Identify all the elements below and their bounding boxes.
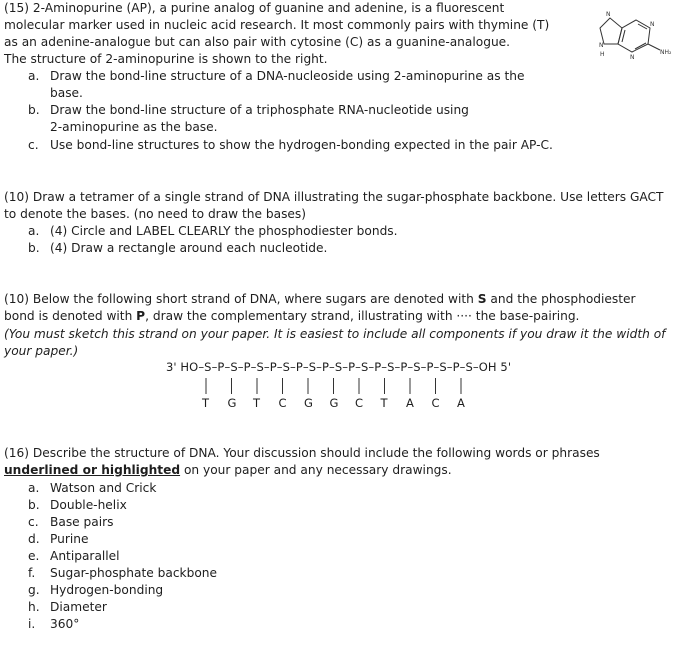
q1-line-3: as an adenine-analogue but can also pair with cytosine (C) as a guanine-analogue.	[4, 35, 511, 49]
q4-line-2	[4, 462, 452, 478]
base-letter: T	[253, 396, 261, 410]
item-text: Use bond-line structures to show the hydrogen-bonding expected in the pair AP-C.	[50, 138, 553, 152]
amino-bond	[648, 44, 660, 50]
q2-item-a	[28, 223, 398, 239]
q1-item-a	[28, 68, 524, 84]
text: (10) Below the following short strand of DNA, where sugars are denoted with	[4, 292, 478, 306]
item-letter: b.	[28, 498, 40, 512]
q4-item	[28, 616, 79, 632]
item-text: (4) Draw a rectangle around each nucleotide.	[50, 241, 328, 255]
amino-label: NH₂	[660, 49, 672, 56]
atom-label: N	[650, 21, 655, 28]
q1-item-a-cont: base.	[50, 86, 83, 100]
q3-line-1	[4, 291, 636, 307]
item-letter: a.	[28, 481, 40, 495]
item-text: Purine	[50, 532, 89, 546]
sugar-symbol: S	[477, 292, 487, 306]
q3-line-3: (You must sketch this strand on your paper. It is easiest to include all components if you draw it the width of	[4, 327, 666, 341]
q1-item-b	[28, 102, 469, 118]
atom-label: H	[600, 51, 605, 58]
base-letter: A	[457, 396, 465, 410]
item-text: Draw the bond-line structure of a DNA-nucleoside using 2-aminopurine as the	[50, 69, 525, 83]
q2-line-1: (10) Draw a tetramer of a single strand of DNA illustrating the sugar-phosphate backbone. Use letters GACT	[4, 190, 664, 204]
pyrimidine-ring	[618, 20, 650, 52]
q1-line-2: molecular marker used in nucleic acid research. It most commonly pairs with thymine (T)	[4, 18, 550, 32]
q4-line-1: (16) Describe the structure of DNA. Your discussion should include the following words or phrases	[4, 446, 600, 460]
item-letter: g.	[28, 583, 40, 597]
q4-item	[28, 565, 217, 581]
item-letter: b.	[28, 241, 40, 255]
dna-strand-backbone: 3' HO–S–P–S–P–S–P–S–P–S–P–S–P–S–P–S–P–S–P–S–P–S–OH 5'	[166, 360, 512, 374]
base-letter: A	[406, 396, 414, 410]
item-letter: c.	[28, 515, 39, 529]
text: and the phosphodiester	[486, 292, 636, 306]
item-text: Double-helix	[50, 498, 127, 512]
atom-label: N	[630, 54, 635, 61]
base-letter: C	[355, 396, 364, 410]
item-letter: c.	[28, 138, 39, 152]
q1-line-4: The structure of 2-aminopurine is shown to the right.	[4, 52, 328, 66]
base-letter: T	[202, 396, 210, 410]
atom-label: N	[599, 42, 604, 49]
item-text: Sugar-phosphate backbone	[50, 566, 218, 580]
text: , draw the complementary strand, illustrating with ···· the base-pairing.	[145, 309, 580, 323]
item-text: Base pairs	[50, 515, 114, 529]
item-letter: f.	[28, 566, 36, 580]
item-text: Hydrogen-bonding	[50, 583, 164, 597]
atom-label: N	[606, 11, 611, 18]
item-text: 360°	[50, 617, 80, 631]
emphasis-text: underlined or highlighted	[4, 463, 181, 477]
phosphate-symbol: P	[136, 309, 146, 323]
item-text: Draw the bond-line structure of a triphosphate RNA-nucleotide using	[50, 103, 469, 117]
aminopurine-structure	[588, 6, 688, 62]
text: bond is denoted with	[4, 309, 137, 323]
q4-item	[28, 480, 156, 496]
q4-item	[28, 514, 114, 530]
q3-line-2	[4, 308, 579, 324]
q2-line-2: to denote the bases. (no need to draw the bases)	[4, 207, 307, 221]
item-letter: a.	[28, 69, 40, 83]
item-letter: a.	[28, 224, 40, 238]
item-letter: i.	[28, 617, 36, 631]
item-text: Antiparallel	[50, 549, 120, 563]
q1-item-c	[28, 137, 553, 153]
item-text: (4) Circle and LABEL CLEARLY the phosphodiester bonds.	[50, 224, 398, 238]
q4-item	[28, 531, 88, 547]
q2-item-b	[28, 240, 327, 256]
q4-item	[28, 599, 107, 615]
base-letter: C	[431, 396, 440, 410]
q1-item-b-cont: 2-aminopurine as the base.	[50, 120, 218, 134]
item-letter: h.	[28, 600, 40, 614]
base-letter: G	[227, 396, 237, 410]
item-letter: b.	[28, 103, 40, 117]
item-letter: e.	[28, 549, 40, 563]
q1-line-1: (15) 2-Aminopurine (AP), a purine analog of guanine and adenine, is a fluorescent	[4, 1, 505, 15]
item-text: Watson and Crick	[50, 481, 157, 495]
item-text: Diameter	[50, 600, 107, 614]
q4-item	[28, 548, 120, 564]
q3-line-4: your paper.)	[4, 344, 79, 358]
base-letter: G	[304, 396, 313, 410]
base-letter: G	[329, 396, 339, 410]
item-letter: d.	[28, 532, 40, 546]
q4-item	[28, 582, 163, 598]
q4-item	[28, 497, 127, 513]
base-letter: T	[380, 396, 388, 410]
base-letter: C	[278, 396, 287, 410]
text: on your paper and any necessary drawings.	[180, 463, 452, 477]
